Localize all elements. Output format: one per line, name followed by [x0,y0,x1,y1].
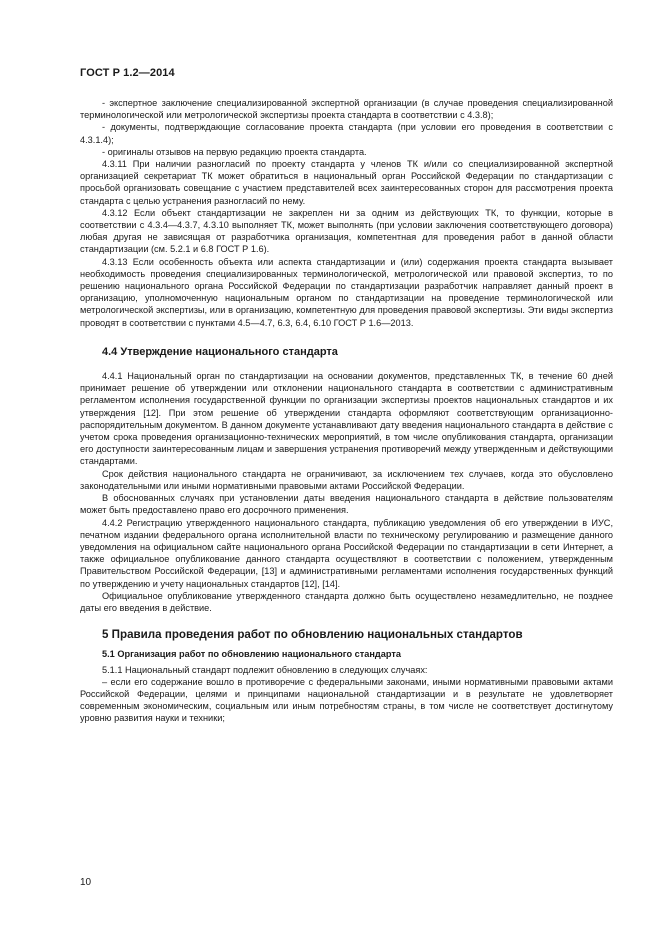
paragraph: В обоснованных случаях при установлении даты введения национального стандарта в действие пользователям может быть предоставлено право его досрочного применения. [80,493,613,516]
paragraph: Срок действия национального стандарта не ограничивают, за исключением тех случаев, когда это обусловлено законодательными или иными нормативными правовыми актами Российской Федерации. [80,468,613,491]
paragraph: 4.3.12 Если объект стандартизации не закреплен ни за одним из действующих ТК, то функции, которые в соответствии с 4.3.4—4.3.7, 4.3.10 выполняет ТК, может выполнять (при условии заключения соответствующего договора) любая другая не зависящая от разработчика организация, компетентная для проведения работ в данной области стандартизации (см. 5.2.1 и 6.8 ГОСТ Р 1.6). [80,207,613,255]
section-heading-5: 5 Правила проведения работ по обновлению национальных стандартов [102,628,523,642]
paragraph: 4.4.2 Регистрацию утвержденного национального стандарта, публикацию уведомления об его утверждении в ИУС, печатном издании федерального органа исполнительной власти по техническому регулированию и размещение данного уведомления на официальном сайте национального органа Российской Федерации по стандартизации в сети Интернет, а также официальное опубликование данного стандарта осуществляют в соответствии с положением, утвержденным Правительством Российской Федерации, [13] и административными регламентами исполнения государственных функций по утверждению и учету национальных стандартов [12], [14]. [80,517,613,589]
section-heading-5-1: 5.1 Организация работ по обновлению национального стандарта [102,649,401,660]
paragraph: 4.4.1 Национальный орган по стандартизации на основании документов, представленных ТК, в течение 60 дней принимает решение об утверждении или отклонении национального стандарта в соответствии с административным регламентом исполнения государственной функции по организации экспертизы проектов национальных стандартов и их утверждения [12]. При этом решение об утверждении стандарта оформляют соответствующим организационно-распорядительным документом. В данном документе устанавливают дату введения национального стандарта в действие с учетом срока проведения организационно-технических мероприятий, в том числе опубликования стандарта, организации его доступности заинтересованным лицам и завершения устранения противоречий между утвержденным и действующими стандартами. [80,371,613,467]
paragraph: 4.3.13 Если особенность объекта или аспекта стандартизации и (или) содержания проекта стандарта вызывает необходимость проведения специализированных терминологической, метрологической или правовой экспертиз, то по решению национального органа Российской Федерации по стандартизации разработчик направляет данный проект в организацию, уполномоченную национальным органом по стандартизации на проведение терминологической или метрологической экспертизы, или в организацию, компетентную для проведения правовой экспертизы. Эти виды экспертиз проводят в соответствии с пунктами 4.5—4.7, 6.3, 6.4, 6.10 ГОСТ Р 1.6—2013. [80,256,613,328]
paragraph: – если его содержание вошло в противоречие с федеральными законами, иными нормативными правовыми актами Российской Федерации, целями и принципами национальной стандартизации и в результате не удовлетворяет современным экономическим, социальным или иным потребностям страны, в том числе не соответствует достигнутому уровню развития науки и техники; [80,676,613,724]
document-body [80,97,613,725]
paragraph: 5.1.1 Национальный стандарт подлежит обновлению в следующих случаях: [102,664,428,675]
page-header: ГОСТ Р 1.2—2014 [80,67,175,79]
section-heading-4-4: 4.4 Утверждение национального стандарта [102,345,338,358]
paragraph: - документы, подтверждающие согласование проекта стандарта (при условии его проведения в соответствии с 4.3.1.4); [80,122,613,145]
paragraph: - экспертное заключение специализированной экспертной организации (в случае проведения специализированной терминологической или метрологической экспертизы проекта стандарта в соответствии с 4.3.8); [80,98,613,121]
paragraph: Официальное опубликование утвержденного стандарта должно быть осуществлено незамедлительно, не позднее даты его введения в действие. [80,590,613,613]
page-number: 10 [80,877,92,888]
paragraph: 4.3.11 При наличии разногласий по проекту стандарта у членов ТК и/или со специализированной экспертной организацией секретариат ТК может обратиться в национальный орган Российской Федерации по стандартизации с просьбой организовать совещание с участием представителей всех заинтересованных сторон для рассмотрения проекта стандарта с целью устранения разногласий по нему. [80,159,613,206]
paragraph: - оригиналы отзывов на первую редакцию проекта стандарта. [102,146,367,157]
